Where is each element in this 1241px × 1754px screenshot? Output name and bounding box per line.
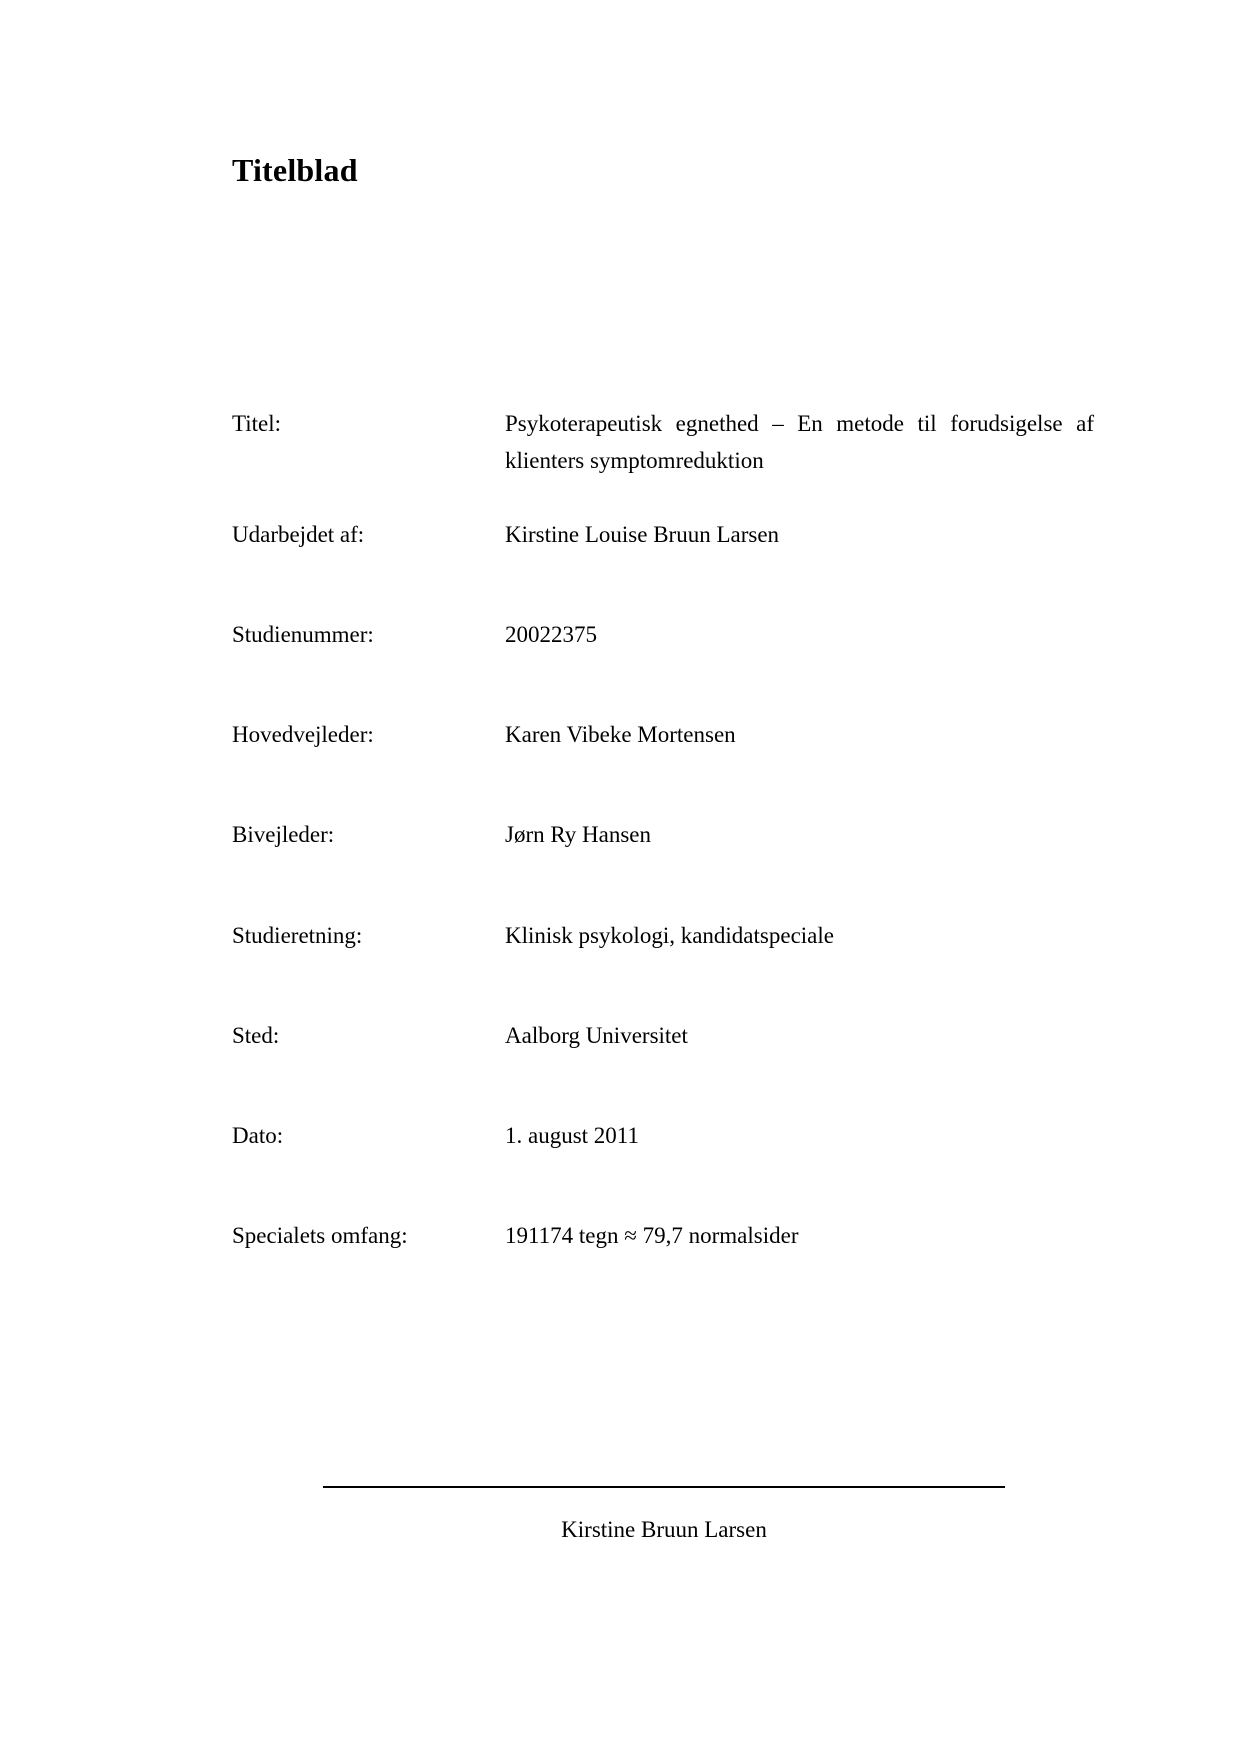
- metadata-row: [232, 917, 1094, 954]
- metadata-label: Hovedvejleder:: [232, 722, 374, 747]
- metadata-label: Bivejleder:: [232, 822, 335, 848]
- signature-line: [323, 1486, 1005, 1488]
- signature-name: Kirstine Bruun Larsen: [561, 1517, 767, 1542]
- metadata-label: Studieretning:: [232, 922, 363, 948]
- metadata-value: 1. august 2011: [505, 1123, 639, 1148]
- metadata-value: Aalborg Universitet: [505, 1022, 688, 1048]
- metadata-label: Titel:: [232, 411, 282, 436]
- metadata-label: Dato:: [232, 1123, 284, 1148]
- metadata-value: 20022375: [505, 621, 597, 647]
- metadata-value: Karen Vibeke Mortensen: [505, 722, 736, 747]
- metadata-value: Klinisk psykologi, kandidatspeciale: [505, 922, 834, 948]
- metadata-row: [232, 1217, 1094, 1254]
- metadata-value: Psykoterapeutisk egnethed – En metode til forudsigelse af klienters symptomreduktion: [505, 411, 1094, 474]
- metadata-list: [232, 405, 1094, 1255]
- metadata-row: [232, 716, 1094, 753]
- metadata-row: [232, 1117, 1094, 1154]
- metadata-row: [232, 616, 1094, 653]
- metadata-row: [232, 516, 1094, 553]
- metadata-row: [232, 816, 1094, 853]
- metadata-value: Kirstine Louise Bruun Larsen: [505, 521, 780, 547]
- page-title: Titelblad: [232, 152, 358, 189]
- signature-block: [323, 1486, 1005, 1546]
- metadata-label: Studienummer:: [232, 621, 374, 647]
- metadata-row: [232, 1017, 1094, 1054]
- metadata-label: Udarbejdet af:: [232, 521, 365, 547]
- metadata-label: Sted:: [232, 1022, 280, 1048]
- metadata-value: 191174 tegn ≈ 79,7 normalsider: [505, 1223, 799, 1249]
- metadata-label: Specialets omfang:: [232, 1223, 408, 1249]
- metadata-value: Jørn Ry Hansen: [505, 822, 652, 848]
- metadata-row: [232, 405, 1094, 480]
